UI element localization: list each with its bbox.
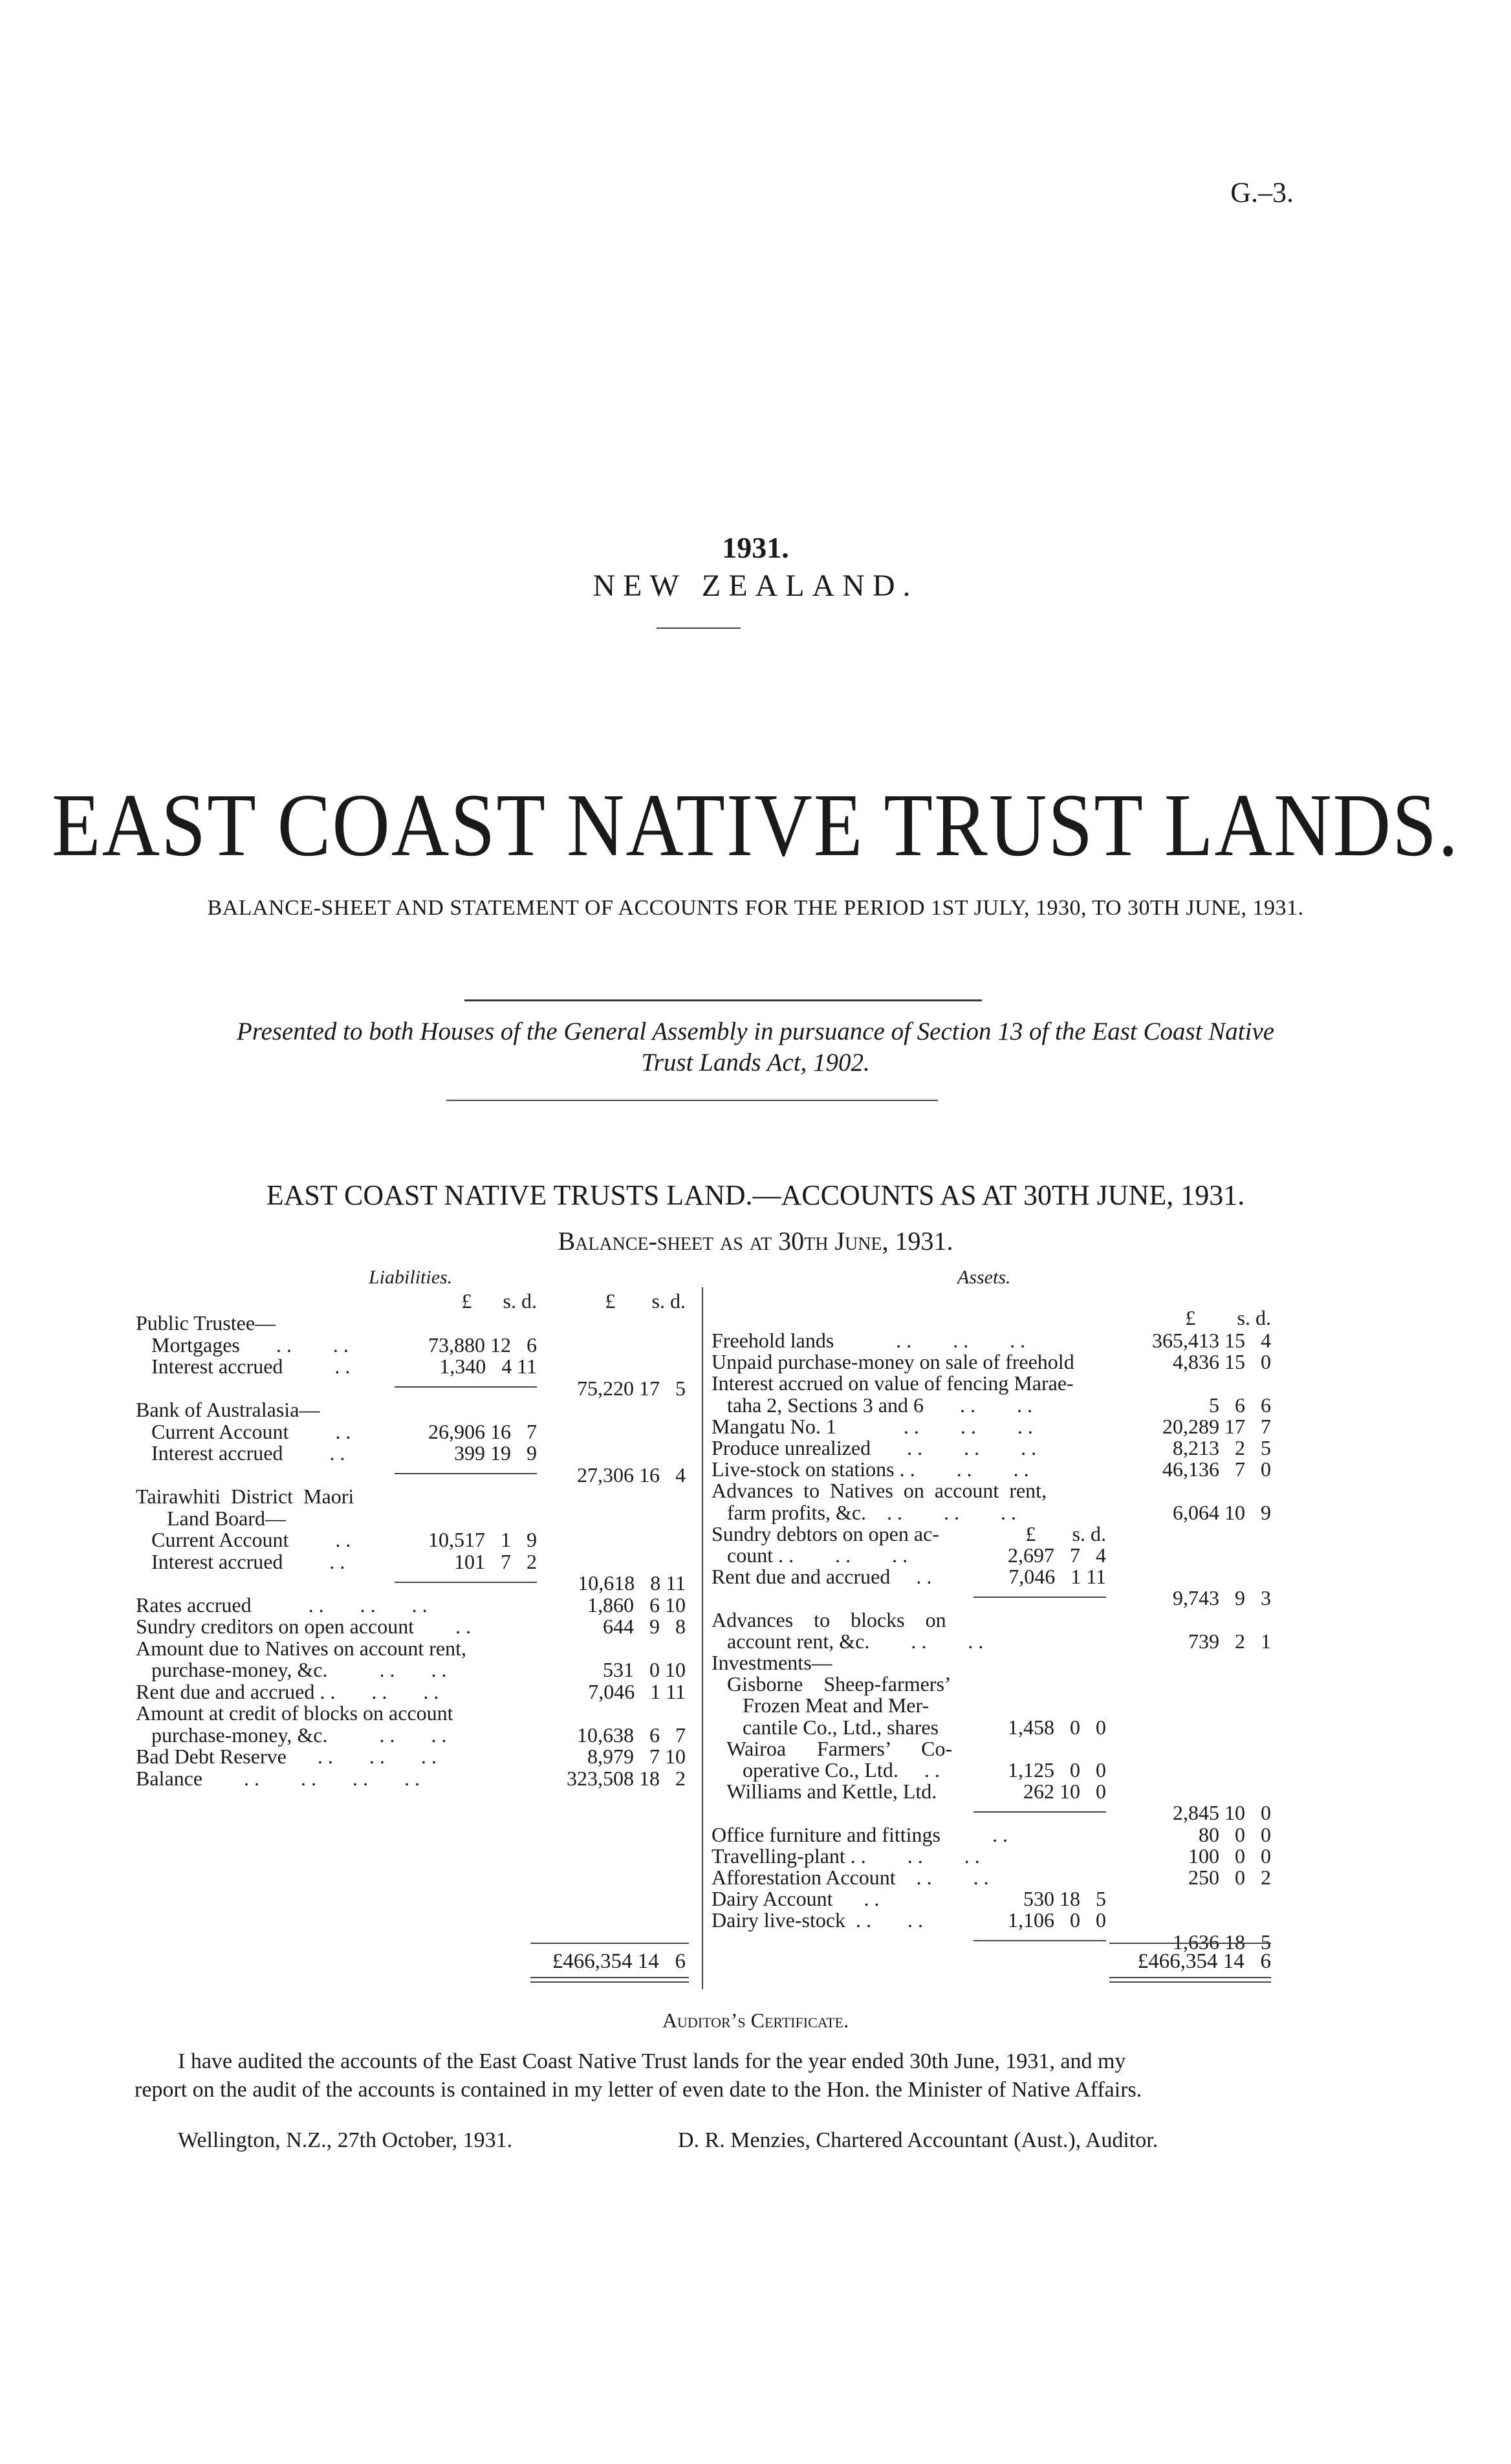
ledger-row-label: purchase-money, &c. . . . . [136, 1723, 447, 1747]
ledger-row-label: Land Board— [136, 1506, 286, 1530]
assets-total-double-rule [1109, 1981, 1271, 1983]
ledger-row-inner-amount: 262 10 0 [1023, 1780, 1106, 1804]
ledger-row-label: Dairy Account . . [712, 1887, 880, 1911]
ledger-row-label: taha 2, Sections 3 and 6 . . . . [712, 1393, 1032, 1417]
ledger-row-label: Office furniture and fittings . . [712, 1822, 1008, 1846]
ledger-row-outer-amount: 6,064 10 9 [1173, 1500, 1271, 1524]
liabilities-total-rule [530, 1943, 689, 1944]
ledger-row-inner-amount: 1,125 0 0 [1008, 1758, 1106, 1782]
ledger-row-inner-amount: 1,458 0 0 [1008, 1715, 1106, 1739]
ledger-row-outer-amount: 323,508 18 2 [567, 1766, 686, 1790]
country-label: NEW ZEALAND. [592, 569, 919, 603]
ledger-row-label: Amount due to Natives on account rent, [136, 1636, 466, 1660]
ledger-row-label: Interest accrued . . [136, 1441, 345, 1465]
ledger-row-label: Rent due and accrued . . . . . . [136, 1679, 439, 1703]
ledger-row-outer-amount: 739 2 1 [1188, 1629, 1271, 1653]
ledger-row-label: Current Account . . [136, 1528, 351, 1551]
assets-heading: Assets. [957, 1267, 1011, 1288]
balance-sheet-heading: Balance-sheet as at 30th June, 1931. [558, 1227, 953, 1256]
assets-total-double-rule [1109, 1977, 1271, 1978]
liabilities-total: £466,354 14 6 [552, 1950, 686, 1973]
ledger-row-outer-amount: 8,979 7 10 [587, 1745, 686, 1768]
subtotal-rule [973, 1811, 1106, 1813]
ledger-row-label: Produce unrealized . . . . . . [712, 1436, 1037, 1459]
ledger-row-label: cantile Co., Ltd., shares [712, 1715, 939, 1739]
certificate-body-line1: I have audited the accounts of the East Coast Native Trust lands for the year ended 30th June, 1931, and my [178, 2049, 1126, 2073]
subtotal-rule [973, 1597, 1106, 1598]
ledger-row-label: Frozen Meat and Mer- [712, 1694, 929, 1717]
ledger-row-inner-amount: £ s. d. [1025, 1521, 1106, 1545]
ledger-row-outer-amount: 20,289 17 7 [1162, 1414, 1271, 1438]
certificate-place-date: Wellington, N.Z., 27th October, 1931. [178, 2128, 513, 2152]
ledger-row-label: Rates accrued . . . . . . [136, 1593, 428, 1617]
ledger-row-label: Dairy live-stock . . . . [712, 1908, 924, 1932]
ledger-row-label: Current Account . . [136, 1419, 351, 1443]
ledger-row-label: Freehold lands . . . . . . [712, 1329, 1026, 1352]
ledger-row-outer-amount: 4,836 15 0 [1173, 1350, 1271, 1374]
ledger-row-label: Wairoa Farmers’ Co- [712, 1736, 953, 1760]
ledger-row-label: Williams and Kettle, Ltd. [712, 1780, 937, 1804]
document-title: EAST COAST NATIVE TRUST LANDS. [51, 775, 1460, 875]
ledger-row-outer-amount: 644 9 8 [603, 1615, 686, 1638]
ledger-row-inner-amount: 26,906 16 7 [428, 1419, 537, 1443]
ledger-row-label: farm profits, &c. . . . . . . [712, 1500, 1017, 1524]
ledger-row-label: Interest accrued on value of fencing Marae- [712, 1371, 1074, 1395]
ledger-row-inner-amount: 101 7 2 [454, 1549, 537, 1573]
ledger-row-label: Balance . . . . . . . . [136, 1766, 420, 1790]
ledger-row-label: Investments— [712, 1651, 832, 1674]
ledger-row-label: Travelling-plant . . . . . . [712, 1844, 980, 1868]
ledger-row-label: Tairawhiti District Maori [136, 1485, 354, 1508]
ledger-row-label: Live-stock on stations . . . . . . [712, 1457, 1029, 1481]
ledger-row-label: Advances to blocks on [712, 1608, 946, 1631]
column-divider [702, 1287, 703, 1989]
ledger-row-label: operative Co., Ltd. . . [712, 1758, 940, 1782]
liabilities-inner-col-head: £ s. d. [461, 1289, 537, 1313]
assets-outer-col-head: £ s. d. [1185, 1306, 1271, 1329]
ledger-row-inner-amount: 2,697 7 4 [1008, 1543, 1106, 1567]
ledger-row-outer-amount: 27,306 16 4 [577, 1463, 686, 1487]
presentation-note-line2: Trust Lands Act, 1902. [641, 1049, 870, 1076]
liabilities-outer-col-head: £ s. d. [605, 1289, 686, 1313]
ledger-row-label: Amount at credit of blocks on account [136, 1701, 453, 1725]
section-heading: EAST COAST NATIVE TRUSTS LAND.—ACCOUNTS AS AT 30TH JUNE, 1931. [266, 1179, 1245, 1211]
ledger-row-outer-amount: 1,636 18 5 [1173, 1930, 1271, 1954]
ledger-row-inner-amount: 1,340 4 11 [439, 1355, 537, 1378]
ledger-row-label: count . . . . . . [712, 1543, 908, 1567]
assets-total: £466,354 14 6 [1137, 1950, 1271, 1973]
ledger-row-outer-amount: 10,618 8 11 [578, 1571, 686, 1595]
subtotal-rule [973, 1940, 1106, 1941]
assets-total-rule [1109, 1943, 1271, 1944]
ledger-row-label: Mortgages . . . . [136, 1333, 349, 1357]
ledger-row-outer-amount: 9,743 9 3 [1173, 1586, 1271, 1610]
certificate-heading: Auditor’s Certificate. [662, 2009, 849, 2032]
ledger-row-label: Sundry creditors on open account . . [136, 1615, 472, 1638]
ledger-row-outer-amount: 250 0 2 [1188, 1866, 1271, 1889]
ledger-row-outer-amount: 10,638 6 7 [577, 1723, 686, 1747]
ledger-row-label: Bank of Australasia— [136, 1398, 320, 1421]
liabilities-total-double-rule [530, 1977, 689, 1978]
ledger-row-label: Sundry debtors on open ac- [712, 1521, 939, 1545]
ledger-row-label: purchase-money, &c. . . . . [136, 1658, 447, 1681]
ledger-row-outer-amount: 7,046 1 11 [588, 1679, 686, 1703]
liabilities-total-double-rule [530, 1981, 689, 1983]
divider [464, 999, 982, 1001]
ledger-row-outer-amount: 75,220 17 5 [577, 1376, 686, 1400]
ledger-row-label: Public Trustee— [136, 1311, 276, 1335]
ledger-row-inner-amount: 530 18 5 [1023, 1887, 1106, 1911]
ledger-row-label: Afforestation Account . . . . [712, 1866, 989, 1889]
page-reference: G.–3. [1230, 177, 1294, 208]
document-subtitle: BALANCE-SHEET AND STATEMENT OF ACCOUNTS FOR THE PERIOD 1ST JULY, 1930, TO 30TH JUNE, 1931. [207, 896, 1304, 920]
ledger-row-inner-amount: 399 19 9 [454, 1441, 537, 1465]
subtotal-rule [395, 1386, 537, 1388]
year-label: 1931. [722, 531, 789, 564]
ledger-row-outer-amount: 46,136 7 0 [1162, 1457, 1271, 1481]
ledger-row-label: Mangatu No. 1 . . . . . . [712, 1414, 1033, 1438]
ledger-row-label: Advances to Natives on account rent, [712, 1479, 1047, 1503]
auditor-signature: D. R. Menzies, Chartered Accountant (Aust.), Auditor. [678, 2128, 1158, 2152]
ledger-row-outer-amount: 80 0 0 [1199, 1822, 1271, 1846]
ledger-row-label: Interest accrued . . [136, 1355, 351, 1378]
ledger-row-label: Bad Debt Reserve . . . . . . [136, 1745, 437, 1768]
ledger-row-label: account rent, &c. . . . . [712, 1629, 984, 1653]
ledger-row-inner-amount: 73,880 12 6 [428, 1333, 537, 1357]
ledger-row-outer-amount: 100 0 0 [1188, 1844, 1271, 1868]
ledger-row-inner-amount: 1,106 0 0 [1008, 1908, 1106, 1932]
divider [657, 627, 741, 629]
ledger-row-outer-amount: 8,213 2 5 [1173, 1436, 1271, 1459]
subtotal-rule [395, 1582, 537, 1583]
ledger-row-outer-amount: 2,845 10 0 [1173, 1801, 1271, 1825]
ledger-row-inner-amount: 7,046 1 11 [1008, 1565, 1106, 1589]
ledger-row-label: Rent due and accrued . . [712, 1565, 932, 1589]
ledger-row-outer-amount: 365,413 15 4 [1152, 1329, 1271, 1352]
ledger-row-label: Unpaid purchase-money on sale of freehold [712, 1350, 1074, 1374]
divider [446, 1100, 938, 1101]
ledger-row-label: Gisborne Sheep-farmers’ [712, 1672, 951, 1696]
presentation-note-line1: Presented to both Houses of the General Assembly in pursuance of Section 13 of the East Coast Native [236, 1018, 1275, 1045]
ledger-row-label: Interest accrued . . [136, 1549, 345, 1573]
ledger-row-outer-amount: 5 6 6 [1209, 1393, 1271, 1417]
ledger-row-outer-amount: 531 0 10 [603, 1658, 686, 1681]
ledger-row-inner-amount: 10,517 1 9 [428, 1528, 537, 1551]
certificate-body-line2: report on the audit of the accounts is contained in my letter of even date to the Hon. the Minister of Native Affairs. [135, 2078, 1142, 2102]
liabilities-heading: Liabilities. [369, 1267, 453, 1288]
subtotal-rule [395, 1473, 537, 1474]
ledger-row-outer-amount: 1,860 6 10 [587, 1593, 686, 1617]
